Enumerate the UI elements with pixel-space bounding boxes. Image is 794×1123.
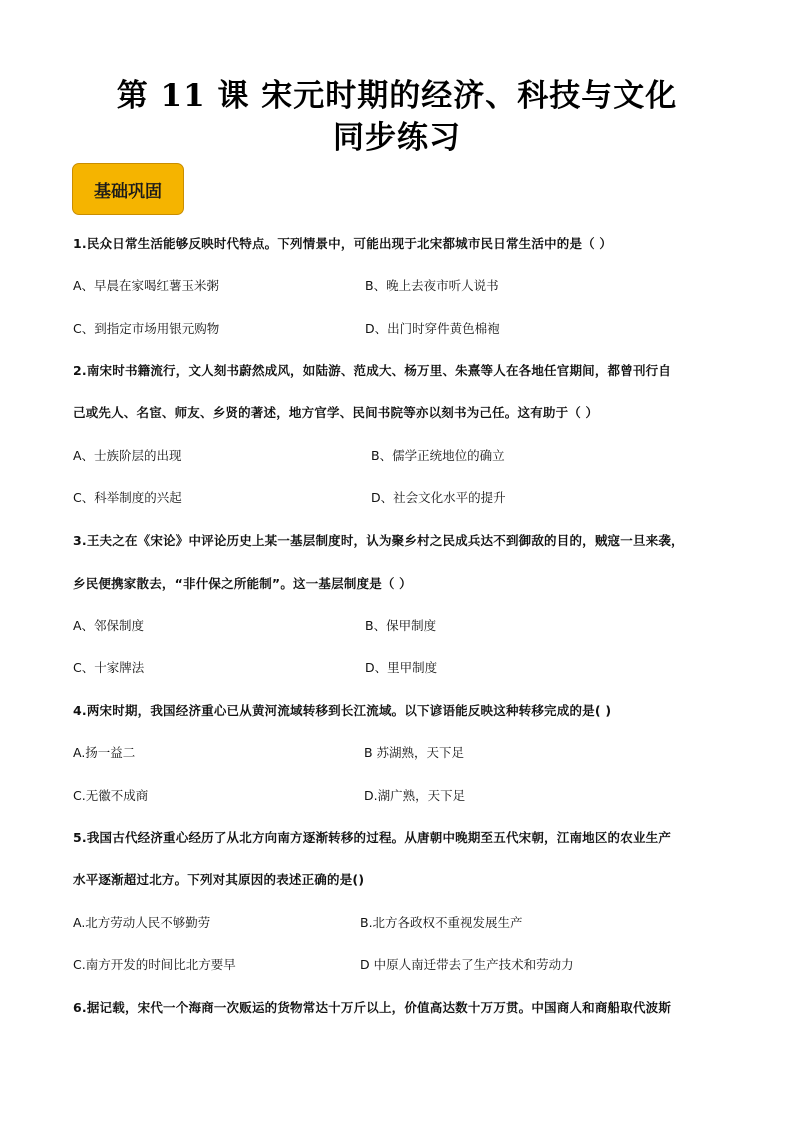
question-5-stem-line-2: 水平逐渐超过北方。下列对其原因的表述正确的是() bbox=[73, 872, 365, 887]
question-2-option-b: B、儒学正统地位的确立 bbox=[371, 448, 505, 463]
question-4-option-d: D.湖广熟，天下足 bbox=[364, 788, 466, 803]
question-6-stem-line-1: 6.据记载，宋代一个海商一次贩运的货物常达十万斤以上，价值高达数十万万贯。中国商人和商船取代波斯 bbox=[73, 1000, 672, 1015]
question-3-stem-line-2: 乡民便携家散去，“非什保之所能制”。这一基层制度是（ ） bbox=[73, 576, 412, 591]
page-title: 第 11 课 宋元时期的经济、科技与文化 bbox=[116, 78, 678, 114]
section-badge: 基础巩固 bbox=[72, 163, 184, 215]
question-1-option-b: B、晚上去夜市听人说书 bbox=[365, 278, 499, 293]
question-4-stem: 4.两宋时期，我国经济重心已从黄河流域转移到长江流域。以下谚语能反映这种转移完成的是( ) bbox=[73, 703, 612, 718]
question-5-option-c: C.南方开发的时间比北方要早 bbox=[73, 957, 236, 972]
question-1-option-c: C、到指定市场用银元购物 bbox=[73, 321, 220, 336]
page-subtitle: 同步练习 bbox=[333, 120, 461, 156]
question-5-option-b: B.北方各政权不重视发展生产 bbox=[360, 915, 523, 930]
question-3-option-a: A、邻保制度 bbox=[73, 618, 145, 633]
question-2-option-d: D、社会文化水平的提升 bbox=[371, 490, 506, 505]
question-3-option-c: C、十家牌法 bbox=[73, 660, 145, 675]
question-2-option-a: A、士族阶层的出现 bbox=[73, 448, 182, 463]
question-1-option-d: D、出门时穿件黄色棉袍 bbox=[365, 321, 500, 336]
question-1-stem: 1.民众日常生活能够反映时代特点。下列情景中，可能出现于北宋都城市民日常生活中的是（ ） bbox=[73, 236, 613, 251]
question-4-option-b: B 苏湖熟，天下足 bbox=[364, 745, 465, 760]
question-5-option-a: A.北方劳动人民不够勤劳 bbox=[73, 915, 211, 930]
question-1-option-a: A、早晨在家喝红薯玉米粥 bbox=[73, 278, 220, 293]
question-2-stem-line-2: 己或先人、名宦、师友、乡贤的著述，地方官学、民间书院等亦以刻书为己任。这有助于（ ） bbox=[73, 405, 599, 420]
question-2-option-c: C、科举制度的兴起 bbox=[73, 490, 182, 505]
question-3-option-b: B、保甲制度 bbox=[365, 618, 437, 633]
question-4-option-a: A.扬一益二 bbox=[73, 745, 136, 760]
question-5-stem-line-1: 5.我国古代经济重心经历了从北方向南方逐渐转移的过程。从唐朝中晚期至五代宋朝，江南地区的农业生产 bbox=[73, 830, 672, 845]
question-3-option-d: D、里甲制度 bbox=[365, 660, 438, 675]
question-5-option-d: D 中原人南迁带去了生产技术和劳动力 bbox=[360, 957, 574, 972]
question-2-stem-line-1: 2.南宋时书籍流行，文人刻书蔚然成风，如陆游、范成大、杨万里、朱熹等人在各地任官期间，都曾刊行自 bbox=[73, 363, 672, 378]
question-4-option-c: C.无徽不成商 bbox=[73, 788, 149, 803]
question-3-stem-line-1: 3.王夫之在《宋论》中评论历史上某一基层制度时，认为聚乡村之民成兵达不到御敌的目的，贼寇一旦来袭， bbox=[73, 533, 684, 548]
